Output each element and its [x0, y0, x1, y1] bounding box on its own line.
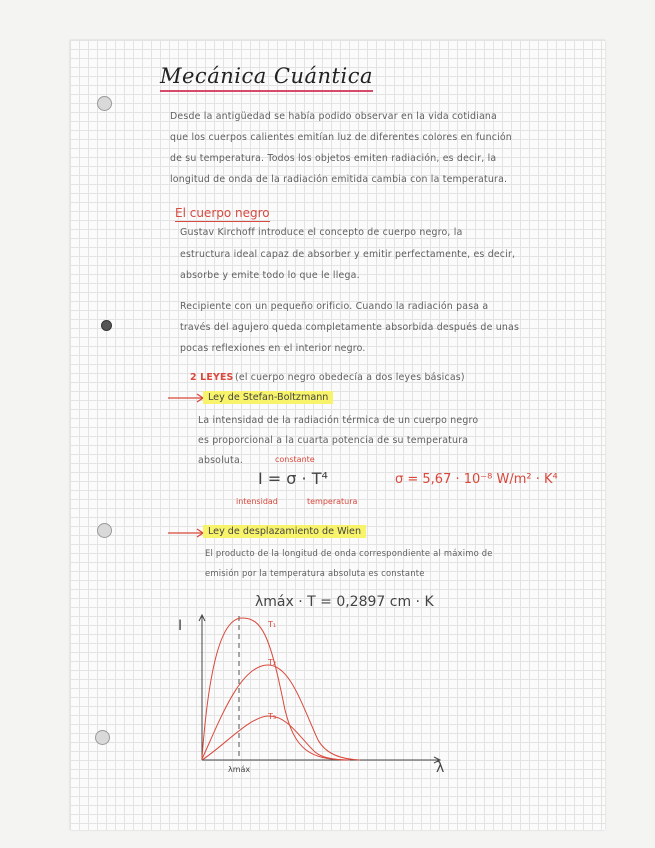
stefan-heading: Ley de Stefan-Boltzmann — [203, 391, 333, 404]
cuerpo-negro-line-1: Gustav Kirchoff introduce el concepto de cuerpo negro, la — [180, 227, 463, 238]
binder-hole-1 — [97, 96, 112, 111]
label-temperatura: temperatura — [307, 497, 358, 506]
recipiente-line-2: través del agujero queda completamente absorbida después de unas — [180, 322, 520, 333]
sigma-formula: σ = 5,67 · 10⁻⁸ W/m² · K⁴ — [395, 472, 558, 487]
stefan-line-3: absoluta. — [198, 455, 244, 466]
intro-line-3: de su temperatura. Todos los objetos emiten radiación, es decir, la — [170, 153, 497, 164]
blackbody-graph — [170, 610, 460, 780]
binder-hole-3 — [97, 523, 112, 538]
graph-y-label: I — [178, 618, 183, 634]
cuerpo-negro-line-3: absorbe y emite todo lo que le llega. — [180, 270, 360, 281]
curve-label-t2: T₂ — [268, 658, 277, 667]
wien-formula: λmáx · T = 0,2897 cm · K — [255, 594, 434, 610]
curve-t1 — [202, 618, 345, 760]
section-heading-cuerpo-negro: El cuerpo negro — [175, 206, 270, 220]
wien-line-2: emisión por la temperatura absoluta es constante — [205, 568, 425, 578]
curve-label-t1: T₁ — [268, 620, 277, 629]
graph-x-label: λ — [436, 760, 445, 776]
recipiente-line-1: Recipiente con un pequeño orificio. Cuando la radiación pasa a — [180, 301, 489, 312]
binder-hole-2 — [101, 320, 112, 331]
stefan-formula: I = σ · T⁴ — [258, 469, 328, 488]
curve-t3 — [202, 716, 350, 760]
cuerpo-negro-line-2: estructura ideal capaz de absorber y emitir perfectamente, es decir, — [180, 249, 516, 260]
intro-line-2: que los cuerpos calientes emitían luz de diferentes colores en función — [170, 132, 512, 143]
page-title: Mecánica Cuántica — [160, 64, 373, 92]
leyes-note: (el cuerpo negro obedecía a dos leyes básicas) — [235, 372, 465, 383]
leyes-label: 2 LEYES — [190, 372, 234, 383]
binder-hole-4 — [95, 730, 110, 745]
label-constante: constante — [275, 455, 315, 464]
intro-line-4: longitud de onda de la radiación emitida cambia con la temperatura. — [170, 174, 508, 185]
wien-line-1: El producto de la longitud de onda correspondiente al máximo de — [205, 548, 493, 558]
intro-line-1: Desde la antigüedad se había podido observar en la vida cotidiana — [170, 111, 497, 122]
stefan-line-2: es proporcional a la cuarta potencia de su temperatura — [198, 435, 469, 446]
curve-t2 — [202, 665, 360, 760]
recipiente-line-3: pocas reflexiones en el interior negro. — [180, 343, 366, 354]
arrow-icon — [168, 528, 208, 538]
graph-tick-label: λmáx — [228, 765, 251, 774]
arrow-icon — [168, 393, 208, 403]
label-intensidad: intensidad — [236, 497, 278, 506]
stefan-line-1: La intensidad de la radiación térmica de un cuerpo negro — [198, 415, 479, 426]
wien-heading: Ley de desplazamiento de Wien — [203, 525, 366, 538]
curve-label-t3: T₃ — [268, 712, 277, 721]
